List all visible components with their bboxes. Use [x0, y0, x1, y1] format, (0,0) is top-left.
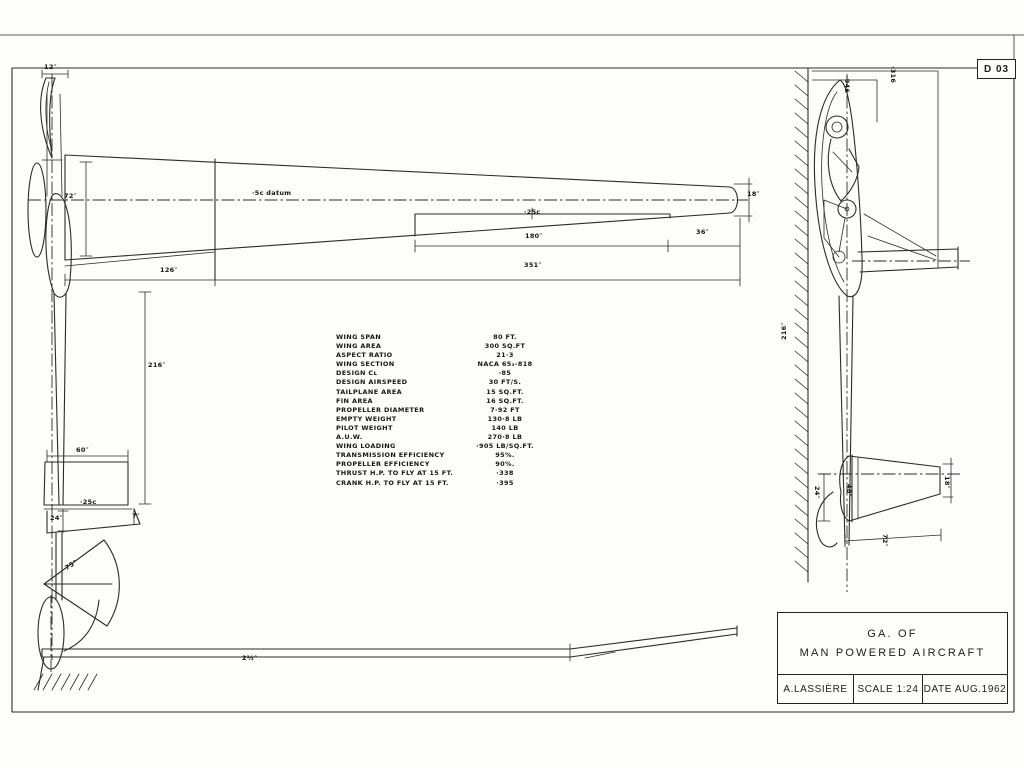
spec-row: [336, 434, 552, 441]
spec-row: [336, 452, 552, 459]
dim-label: ·25c: [524, 208, 541, 216]
spec-row: [336, 470, 552, 477]
spec-label: A.U.W.: [336, 433, 363, 442]
spec-value: 7·92 FT: [490, 405, 520, 414]
spec-label: DESIGN AIRSPEED: [336, 378, 408, 387]
spec-row: [336, 443, 552, 450]
spec-row: [336, 370, 552, 377]
spec-value: ·85: [498, 369, 512, 378]
dim-label: 216″: [148, 361, 166, 369]
spec-label: EMPTY WEIGHT: [336, 414, 397, 423]
spec-label: DESIGN Cʟ: [336, 369, 378, 378]
spec-label: PILOT WEIGHT: [336, 423, 393, 432]
spec-row: [336, 334, 552, 341]
spec-value: 270·8 LB: [487, 433, 523, 442]
spec-row: [336, 361, 552, 368]
front-view-linework: [34, 595, 737, 690]
spec-row: [336, 425, 552, 432]
spec-value: 30 FT/S.: [488, 378, 522, 387]
title-block-row: [778, 674, 1007, 703]
spec-value: 95%.: [495, 451, 515, 460]
dim-label: 24″: [50, 514, 63, 522]
dim-label: ·316: [889, 66, 897, 84]
dim-label: 72″: [64, 192, 77, 200]
spec-value: 80 FT.: [493, 333, 517, 341]
spec-value: 140 LB: [491, 423, 519, 432]
drawing-number: D 03: [983, 63, 1010, 75]
dim-label: 48″: [845, 484, 853, 497]
dim-label: 12″: [44, 63, 57, 71]
dim-label: 180″: [525, 232, 543, 240]
dim-label: 18″: [943, 476, 951, 489]
dim-label: 36″: [696, 228, 709, 236]
scale-cell: SCALE 1:24: [853, 675, 922, 703]
spec-label: ASPECT RATIO: [336, 351, 393, 360]
dim-label: 72″: [881, 534, 889, 547]
title-line-1: GA. OF: [867, 628, 918, 640]
spec-row: [336, 343, 552, 350]
spec-value: 16 SQ.FT.: [486, 396, 524, 405]
dim-label: 24″: [813, 486, 821, 499]
dim-label: 216″: [780, 322, 788, 340]
spec-label: WING SPAN: [336, 333, 382, 341]
dim-label: 2½°: [242, 654, 258, 662]
spec-row: [336, 407, 552, 414]
author-cell: A.LASSIÈRE: [783, 683, 848, 695]
title-block-title: [778, 613, 1007, 674]
spec-row: [336, 416, 552, 423]
spec-label: TAILPLANE AREA: [336, 387, 403, 396]
dim-label: 7″: [132, 512, 141, 520]
spec-label: WING LOADING: [336, 442, 396, 451]
date-cell: DATE AUG.1962: [922, 675, 1007, 703]
side-view-linework: [795, 68, 970, 592]
spec-row: [336, 379, 552, 386]
dim-label: ·25c: [80, 498, 97, 506]
spec-label: CRANK H.P. TO FLY AT 15 FT.: [336, 478, 449, 487]
dim-label: 126″: [160, 266, 178, 274]
dim-label: 351″: [524, 261, 542, 269]
spec-row: [336, 461, 552, 468]
spec-label: TRANSMISSION EFFICIENCY: [336, 451, 445, 460]
spec-value: NACA 65₃-818: [477, 360, 533, 369]
spec-row: [336, 352, 552, 359]
spec-label: PROPELLER EFFICIENCY: [336, 460, 430, 469]
spec-value: 130·8 LB: [487, 414, 523, 423]
spec-value: 15 SQ.FT.: [486, 387, 524, 396]
spec-label: PROPELLER DIAMETER: [336, 405, 425, 414]
spec-row: [336, 389, 552, 396]
spec-value: 90%.: [495, 460, 515, 469]
spec-value: 300 SQ.FT: [484, 342, 526, 351]
spec-row: [336, 398, 552, 405]
dim-label: ·946: [843, 76, 851, 94]
spec-value: 21·3: [496, 351, 514, 360]
dim-label: 18″: [747, 190, 760, 198]
spec-label: WING SECTION: [336, 360, 395, 369]
dim-label: ·5c datum: [252, 189, 292, 197]
spec-value: ·905 LB/SQ.FT.: [476, 442, 534, 451]
title-line-2: MAN POWERED AIRCRAFT: [799, 647, 986, 659]
dim-label: 75°: [63, 558, 79, 572]
spec-row: [336, 480, 552, 487]
spec-table: [336, 334, 552, 486]
dim-label: 60″: [76, 446, 89, 454]
spec-value: ·395: [496, 478, 514, 487]
title-block: [777, 612, 1008, 704]
spec-label: WING AREA: [336, 342, 382, 351]
spec-value: ·338: [496, 469, 514, 478]
drawing-number-box: [977, 59, 1016, 79]
spec-label: THRUST H.P. TO FLY AT 15 FT.: [336, 469, 454, 478]
spec-label: FIN AREA: [336, 396, 373, 405]
